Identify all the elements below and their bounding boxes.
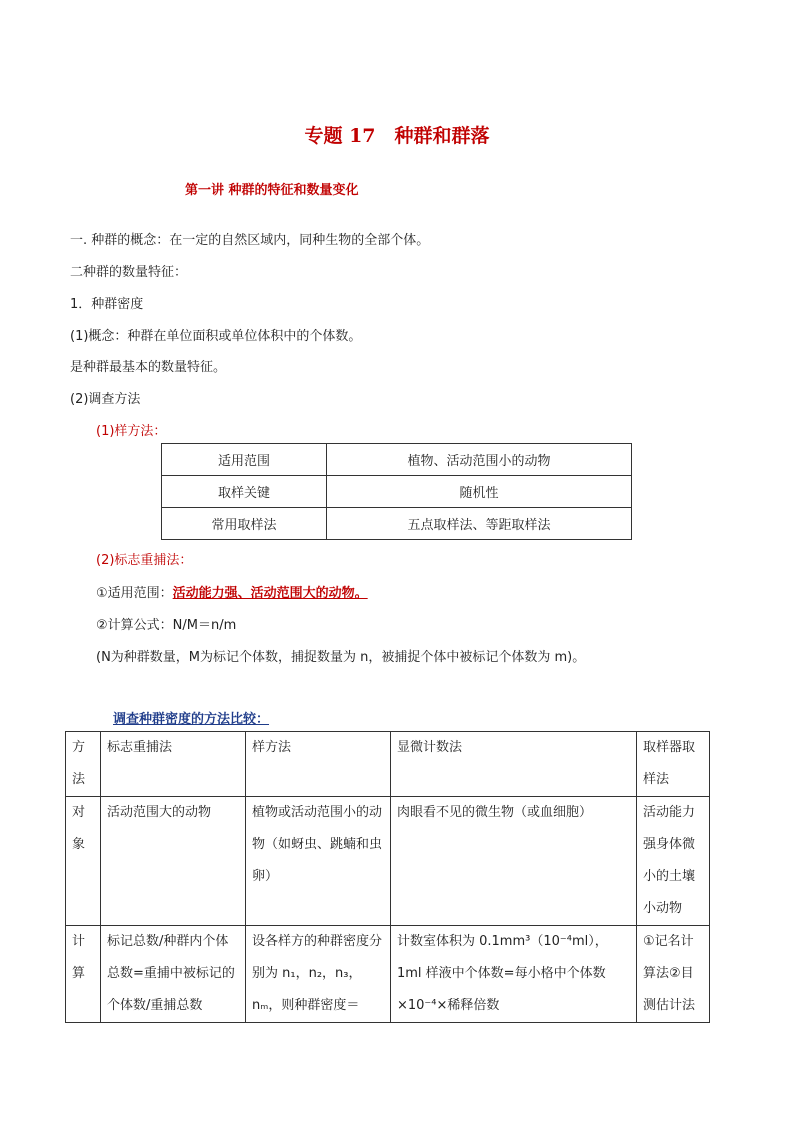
table-cell: 肉眼看不见的微生物（或血细胞） <box>391 797 637 926</box>
quadrat-method-table <box>161 443 632 540</box>
table-cell: 五点取样法、等距取样法 <box>327 508 632 540</box>
scope-label: ①适用范围： <box>96 586 173 601</box>
method-comparison-table <box>65 731 710 1023</box>
paragraph-formula: ②计算公式：N/M＝n/m <box>96 618 237 633</box>
table-cell: 活动能力强身体微小的土壤小动物 <box>637 797 710 926</box>
table-cell: 取样器取样法 <box>637 732 710 797</box>
table-row <box>162 476 632 508</box>
paragraph-quantity-features: 二种群的数量特征： <box>70 265 188 280</box>
table-cell: 计数室体积为 0.1mm³（10⁻⁴ml），1ml 样液中个体数=每小格中个体数×10⁻⁴×稀释倍数 <box>391 926 637 1023</box>
table-cell: 样方法 <box>246 732 391 797</box>
table-cell: ①记名计算法②目测估计法 <box>637 926 710 1023</box>
paragraph-density-heading: 1．种群密度 <box>70 297 144 312</box>
table-cell: 方法 <box>66 732 101 797</box>
table-cell: 植物、活动范围小的动物 <box>327 444 632 476</box>
paragraph-mark-recapture: (2)标志重捕法： <box>96 553 193 568</box>
paragraph-survey-methods: (2)调查方法 <box>70 392 141 407</box>
table-cell: 标志重捕法 <box>101 732 246 797</box>
table-cell: 对象 <box>66 797 101 926</box>
table-cell: 随机性 <box>327 476 632 508</box>
scope-value: 活动能力强、活动范围大的动物。 <box>172 586 368 601</box>
paragraph-formula-explanation: (N为种群数量，M为标记个体数，捕捉数量为 n，被捕捉个体中被标记个体数为 m)。 <box>96 650 586 665</box>
table-row <box>66 797 710 926</box>
paragraph-density-concept: (1)概念：种群在单位面积或单位体积中的个体数。 <box>70 329 362 344</box>
table-cell: 适用范围 <box>162 444 327 476</box>
table-cell: 植物或活动范围小的动物（如蚜虫、跳蝻和虫卵） <box>246 797 391 926</box>
paragraph-quadrat-method: (1)样方法： <box>96 424 167 439</box>
lecture-title: 第一讲 种群的特征和数量变化 <box>185 183 359 198</box>
paragraph-population-concept: 一. 种群的概念：在一定的自然区域内，同种生物的全部个体。 <box>70 233 430 248</box>
paragraph-density-note: 是种群最基本的数量特征。 <box>70 360 227 375</box>
table-cell: 设各样方的种群密度分别为 n₁，n₂，n₃，nₘ，则种群密度＝ <box>246 926 391 1023</box>
paragraph-scope <box>96 582 368 601</box>
table-cell: 取样关键 <box>162 476 327 508</box>
page-title: 专题 17 种群和群落 <box>304 125 490 147</box>
table-cell: 显微计数法 <box>391 732 637 797</box>
table-cell: 活动范围大的动物 <box>101 797 246 926</box>
table-cell: 计算 <box>66 926 101 1023</box>
table-cell: 标记总数/种群内个体总数=重捕中被标记的个体数/重捕总数 <box>101 926 246 1023</box>
table-row <box>162 508 632 540</box>
table-row <box>66 926 710 1023</box>
table-row <box>66 732 710 797</box>
table-cell: 常用取样法 <box>162 508 327 540</box>
section-title: 调查种群密度的方法比较： <box>113 712 270 727</box>
table-row <box>162 444 632 476</box>
